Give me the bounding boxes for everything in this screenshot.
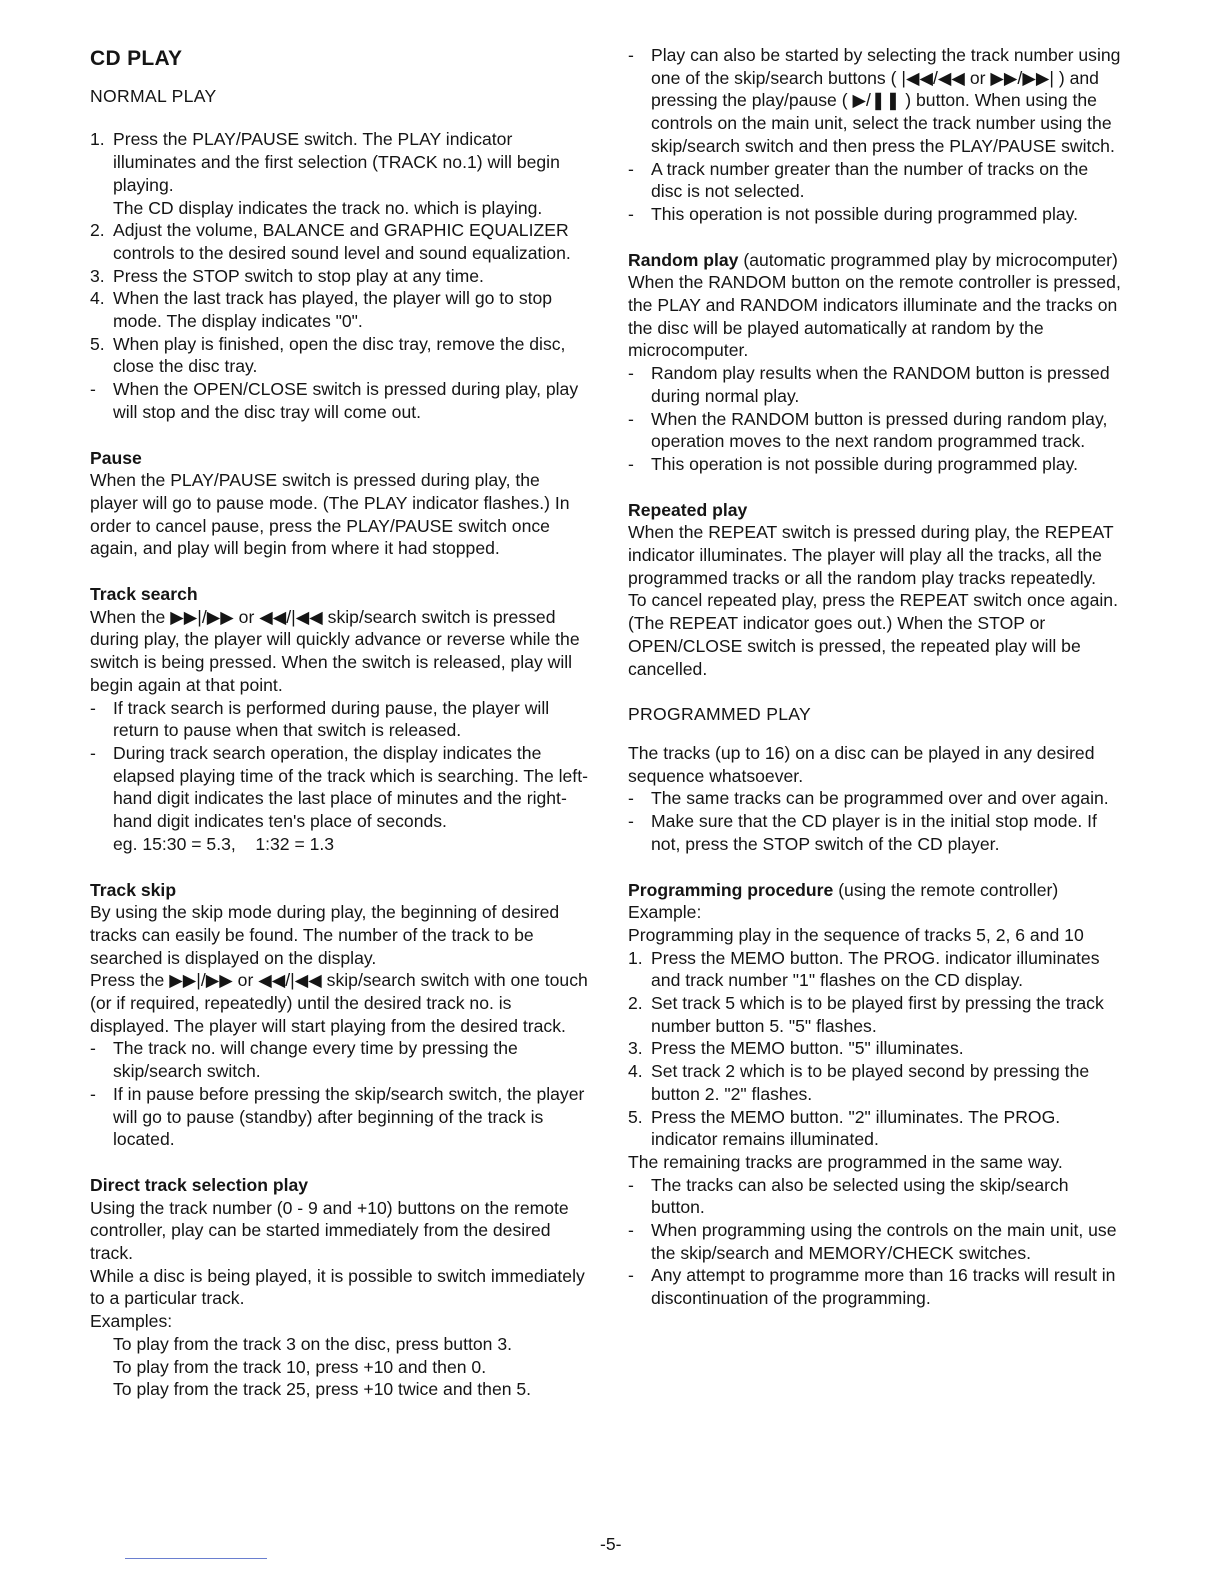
- list-item: - This operation is not possible during programmed play.: [628, 453, 1079, 474]
- pause-heading: Pause: [90, 447, 142, 468]
- list-item: - If track search is performed during pause, the player will return to pause when that switch is released.: [90, 697, 550, 741]
- example-line: To play from the track 3 on the disc, press button 3.: [113, 1333, 512, 1354]
- list-item: - The tracks can also be selected using the skip/search button.: [628, 1174, 1069, 1218]
- step-item: 3. Press the MEMO button. "5" illuminates.: [628, 1038, 964, 1059]
- programming-procedure-heading: Programming procedure (using the remote controller): [628, 879, 1059, 900]
- track-skip-heading: Track skip: [90, 879, 177, 900]
- footer-rule: [125, 1558, 267, 1559]
- list-item: - The same tracks can be programmed over and over again.: [628, 788, 1109, 809]
- step-item: 1. Press the MEMO button. The PROG. indicator illuminates and track number "1" flashes on the CD display.: [628, 947, 1100, 991]
- list-item: - The track no. will change every time by pressing the skip/search switch.: [90, 1038, 518, 1082]
- list-item: - This operation is not possible during programmed play.: [628, 203, 1079, 224]
- example-text: Programming play in the sequence of tracks 5, 2, 6 and 10: [628, 924, 1084, 945]
- list-item: 2. Adjust the volume, BALANCE and GRAPHIC EQUALIZER controls to the desired sound level and sound equalization.: [90, 220, 571, 263]
- list-item: 1. Press the PLAY/PAUSE switch. The PLAY indicator illuminates and the first selection (TRACK no.1) will begin playing.: [90, 129, 560, 195]
- random-play-body: When the RANDOM button on the remote controller is pressed, the PLAY and RANDOM indicators illuminate and the tracks on the disc will be played automatically at random by the microcomputer.: [628, 272, 1121, 361]
- page-title: CD PLAY: [90, 47, 183, 70]
- programmed-play-heading: PROGRAMMED PLAY: [628, 704, 812, 725]
- list-item: 5. When play is finished, open the disc tray, remove the disc, close the disc tray.: [90, 333, 566, 377]
- direct-track-heading: Direct track selection play: [90, 1174, 309, 1195]
- list-item: 3. Press the STOP switch to stop play at any time.: [90, 265, 484, 286]
- example-label: Example:: [628, 902, 702, 923]
- step-item: 4. Set track 2 which is to be played second by pressing the button 2. "2" flashes.: [628, 1061, 1090, 1104]
- track-search-heading: Track search: [90, 584, 198, 605]
- list-item: - Play can also be started by selecting the track number using one of the skip/search buttons ( |◀◀/◀◀ or ▶▶/▶▶| ) and pressing the play/pause ( ▶/❚❚ ) button. When using the controls on the main unit, select the track number using the skip/search switch and then press the PLAY/PAUSE switch.: [628, 45, 1121, 156]
- example-line: To play from the track 25, press +10 twice and then 5.: [113, 1379, 532, 1400]
- left-column: [90, 44, 590, 1401]
- direct-track-body-1: Using the track number (0 - 9 and +10) buttons on the remote controller, play can be started immediately from the desired track.: [90, 1197, 569, 1264]
- track-skip-body-2: Press the ▶▶|/▶▶ or ◀◀/|◀◀ skip/search switch with one touch (or if required, repeatedly) until the desired track no. is displayed. The player will start playing from the desired track.: [90, 970, 588, 1036]
- random-play-heading: Random play (automatic programmed play by microcomputer): [628, 249, 1118, 270]
- list-item: 4. When the last track has played, the player will go to stop mode. The display indicates "0".: [90, 288, 553, 332]
- repeated-play-heading: Repeated play: [628, 499, 748, 520]
- list-item: - Any attempt to programme more than 16 tracks will result in discontinuation of the programming.: [628, 1265, 1116, 1309]
- normal-play-list: [90, 128, 590, 423]
- list-item: - Make sure that the CD player is in the initial stop mode. If not, press the STOP switch of the CD player.: [628, 811, 1097, 854]
- remaining-tracks-note: The remaining tracks are programmed in the same way.: [628, 1151, 1063, 1172]
- normal-play-heading: NORMAL PLAY: [90, 85, 217, 106]
- programmed-play-body: The tracks (up to 16) on a disc can be played in any desired sequence whatsoever.: [628, 742, 1095, 786]
- right-column: [628, 44, 1124, 1310]
- examples-label: Examples:: [90, 1311, 173, 1332]
- step-item: 5. Press the MEMO button. "2" illuminates. The PROG. indicator remains illuminated.: [628, 1106, 1061, 1150]
- list-item: - When the OPEN/CLOSE switch is pressed during play, play will stop and the disc tray will come out.: [90, 379, 579, 422]
- list-item: - If in pause before pressing the skip/search switch, the player will go to pause (standby) after beginning of the track is located.: [90, 1083, 585, 1150]
- example-line: To play from the track 10, press +10 and then 0.: [113, 1356, 487, 1377]
- track-search-body: When the ▶▶|/▶▶ or ◀◀/|◀◀ skip/search switch is pressed during play, the player will quickly advance or reverse while the switch is being pressed. When the switch is released, play will begin again at that point.: [90, 606, 580, 695]
- page-number: -5-: [600, 1534, 622, 1554]
- repeated-play-body-1: When the REPEAT switch is pressed during play, the REPEAT indicator illuminates. The player will play all the tracks, all the programmed tracks or all the random play tracks repeatedly.: [628, 522, 1114, 588]
- direct-track-body-2: While a disc is being played, it is possible to switch immediately to a particular track.: [90, 1265, 585, 1309]
- list-item-continuation: The CD display indicates the track no. which is playing.: [113, 197, 543, 218]
- track-skip-body-1: By using the skip mode during play, the beginning of desired tracks can easily be found. The number of the track to be searched is displayed on the display.: [90, 902, 560, 968]
- list-item: - A track number greater than the number of tracks on the disc is not selected.: [628, 158, 1089, 202]
- step-item: 2. Set track 5 which is to be played first by pressing the track number button 5. "5" flashes.: [628, 993, 1104, 1036]
- list-item: - Random play results when the RANDOM button is pressed during normal play.: [628, 363, 1110, 406]
- list-item: - When the RANDOM button is pressed during random play, operation moves to the next random programmed track.: [628, 408, 1108, 452]
- repeated-play-body-2: To cancel repeated play, press the REPEAT switch once again. (The REPEAT indicator goes out.) When the STOP or OPEN/CLOSE switch is pressed, the repeated play will be cancelled.: [628, 590, 1118, 679]
- pause-body: When the PLAY/PAUSE switch is pressed during play, the player will go to pause mode. (The PLAY indicator flashes.) In order to cancel pause, press the PLAY/PAUSE switch once again, and play will begin from where it had stopped.: [90, 470, 570, 559]
- track-search-example: eg. 15:30 = 5.3, 1:32 = 1.3: [113, 833, 335, 854]
- list-item: - During track search operation, the display indicates the elapsed playing time of the track which is searching. The left-hand digit indicates the last place of minutes and the right-hand digit indicates ten's place of seconds.: [90, 742, 588, 832]
- list-item: - When programming using the controls on the main unit, use the skip/search and MEMORY/CHECK switches.: [628, 1220, 1117, 1263]
